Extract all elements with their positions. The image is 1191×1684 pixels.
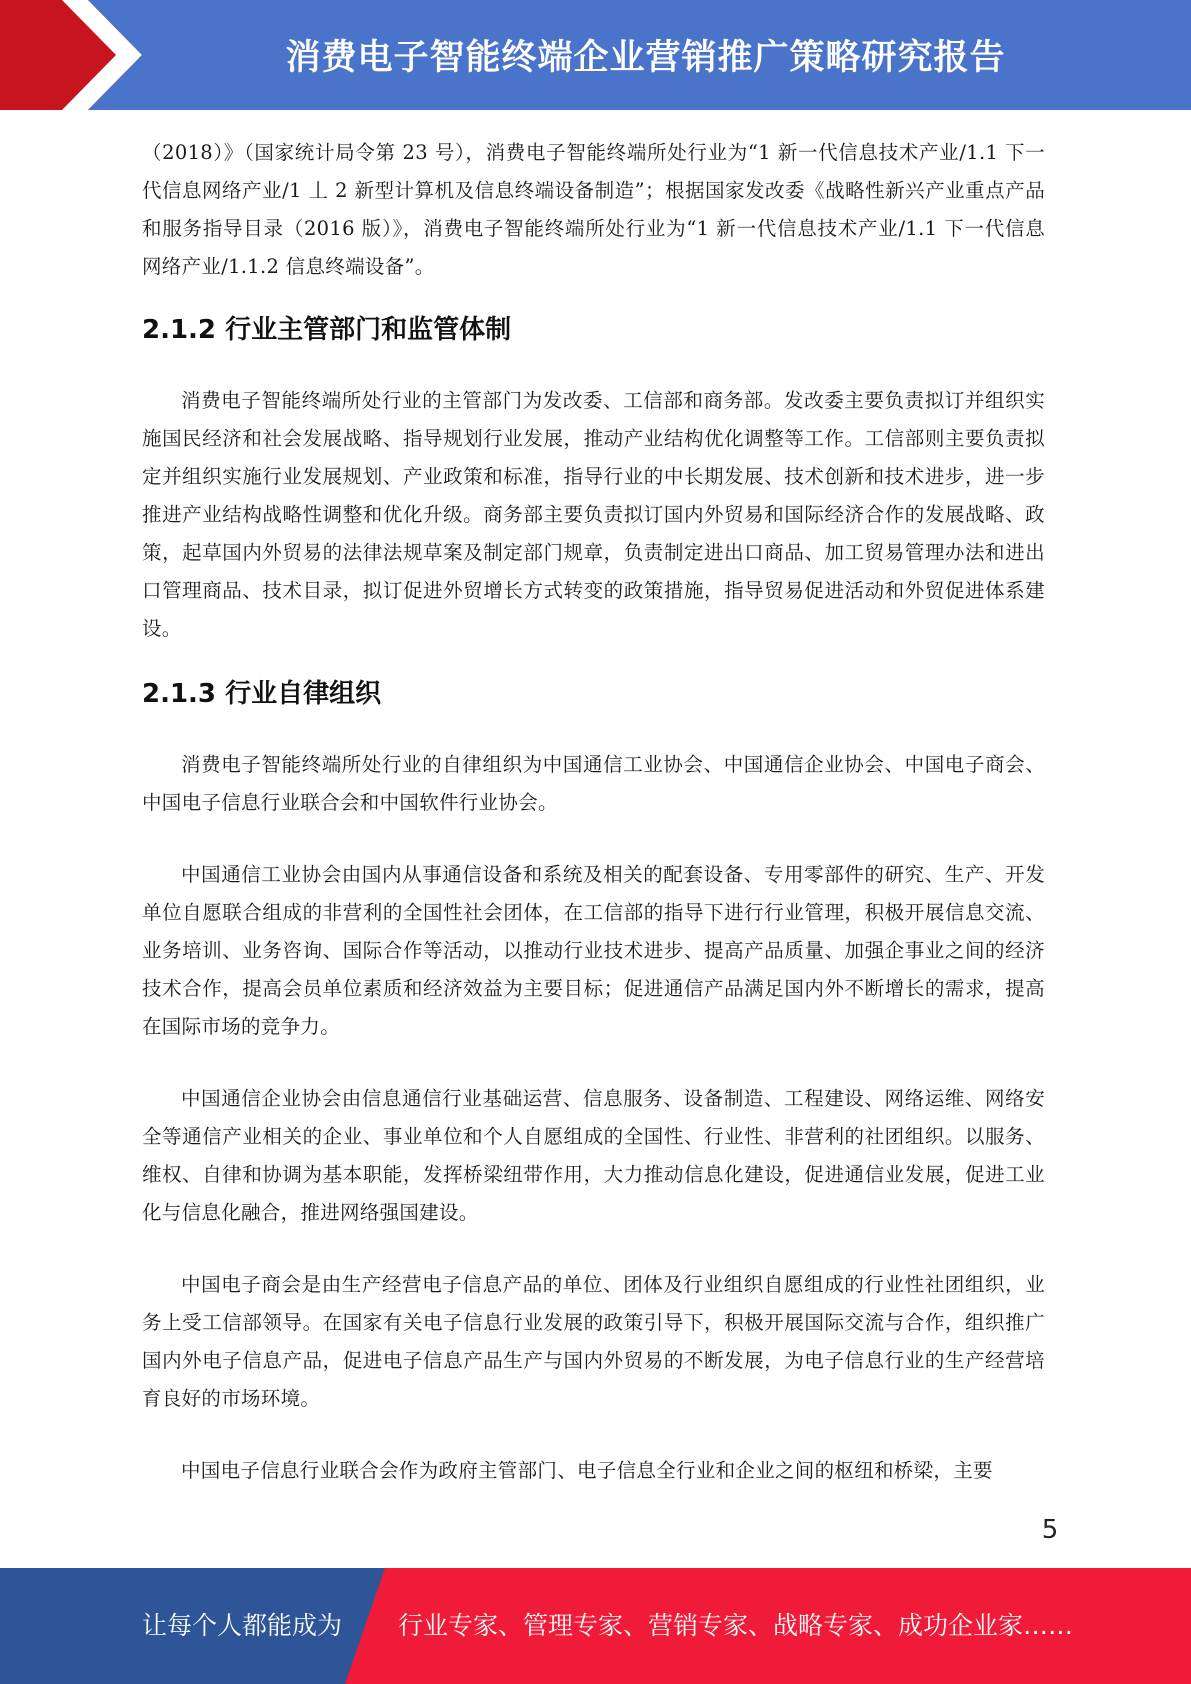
- paragraph-intro: （2018）》（国家统计局令第 23 号），消费电子智能终端所处行业为“1 新一代信息技术产业/1.1 下一代信息网络产业/1 丄 2 新型计算机及信息终端设备制造”；根据国家发改委《战略性新兴产业重点产品和服务指导目录（2016 版）》，消费电子智能终端所处行业为“1 新一代信息技术产业/1.1 下一代信息网络产业/1.1.2 信息终端设备”。: [142, 141, 1045, 278]
- heading-2-1-3: 2.1.3 行业自律组织: [142, 679, 382, 709]
- paragraph-cita: 中国电子信息行业联合会作为政府主管部门、电子信息全行业和企业之间的枢纽和桥梁，主要: [181, 1459, 993, 1482]
- page-footer: [0, 1568, 1191, 1684]
- page-header: [0, 0, 1191, 110]
- footer-slogan-right: 行业专家、管理专家、营销专家、战略专家、成功企业家……: [398, 1611, 1074, 1640]
- page-number: 5: [1041, 1515, 1059, 1545]
- paragraph-cecc: 中国电子商会是由生产经营电子信息产品的单位、团体及行业组织自愿组成的行业性社团组织，业务上受工信部领导。在国家有关电子信息行业发展的政策引导下，积极开展国际交流与合作，组织推广国内外电子信息产品，促进电子信息产品生产与国内外贸易的不断发展，为电子信息行业的生产经营培育良好的市场环境。: [142, 1273, 1045, 1410]
- footer-slogan-left: 让每个人都能成为: [142, 1611, 343, 1640]
- paragraph-ccia: 中国通信工业协会由国内从事通信设备和系统及相关的配套设备、专用零部件的研究、生产、开发单位自愿联合组成的非营利的全国性社会团体，在工信部的指导下进行行业管理，积极开展信息交流、业务培训、业务咨询、国际合作等活动，以推动行业技术进步、提高产品质量、加强企事业之间的经济技术合作，提高会员单位素质和经济效益为主要目标；促进通信产品满足国内外不断增长的需求，提高在国际市场的竞争力。: [142, 863, 1045, 1038]
- paragraph-self-regulatory: 消费电子智能终端所处行业的自律组织为中国通信工业协会、中国通信企业协会、中国电子商会、中国电子信息行业联合会和中国软件行业协会。: [142, 753, 1045, 814]
- paragraph-regulators: 消费电子智能终端所处行业的主管部门为发改委、工信部和商务部。发改委主要负责拟订并组织实施国民经济和社会发展战略、指导规划行业发展，推动产业结构优化调整等工作。工信部则主要负责拟定并组织实施行业发展规划、产业政策和标准，指导行业的中长期发展、技术创新和技术进步，进一步推进产业结构战略性调整和优化升级。商务部主要负责拟订国内外贸易和国际经济合作的发展战略、政策，起草国内外贸易的法律法规草案及制定部门规章，负责制定进出口商品、加工贸易管理办法和进出口管理商品、技术目录，拟订促进外贸增长方式转变的政策措施，指导贸易促进活动和外贸促进体系建设。: [142, 389, 1045, 640]
- report-title: 消费电子智能终端企业营销推广策略研究报告: [285, 38, 1006, 78]
- paragraph-cace: 中国通信企业协会由信息通信行业基础运营、信息服务、设备制造、工程建设、网络运维、网络安全等通信产业相关的企业、事业单位和个人自愿组成的全国性、行业性、非营利的社团组织。以服务、维权、自律和协调为基本职能，发挥桥梁纽带作用，大力推动信息化建设，促进通信业发展，促进工业化与信息化融合，推进网络强国建设。: [142, 1087, 1045, 1224]
- page-body: [142, 134, 1045, 1490]
- heading-2-1-2: 2.1.2 行业主管部门和监管体制: [142, 315, 512, 345]
- header-arrow-icon: [0, 0, 160, 110]
